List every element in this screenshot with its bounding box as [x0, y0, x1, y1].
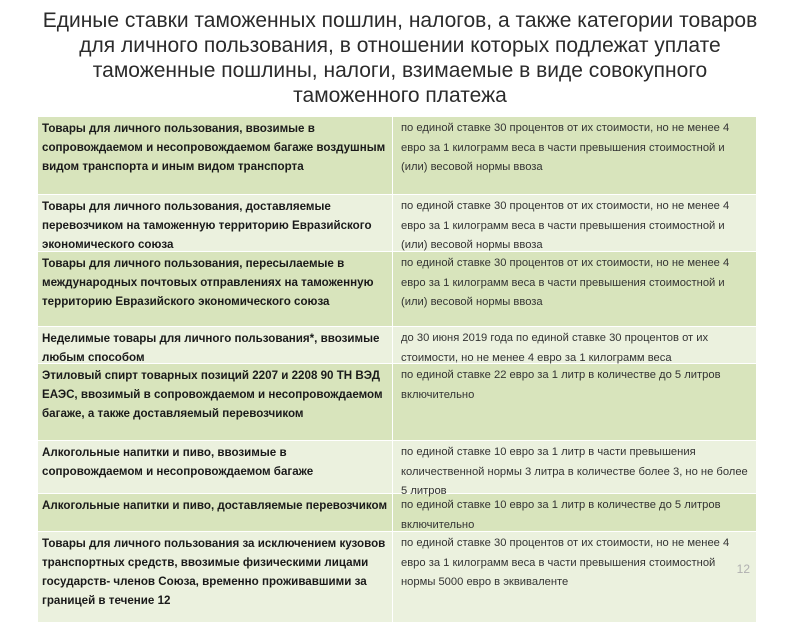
category-cell: Алкогольные напитки и пиво, доставляемые перевозчиком	[38, 494, 393, 531]
table-row	[38, 494, 756, 532]
rate-cell: по единой ставке 30 процентов от их стоимости, но не менее 4 евро за 1 килограмм веса в части превышения стоимостной и (или) весовой нормы ввоза	[401, 200, 730, 251]
table-row	[38, 532, 756, 623]
category-cell: Товары для личного пользования, ввозимые в сопровождаемом и несопровождаемом багаже воздушным видом транспорта и иным видом транспорта	[38, 117, 393, 194]
category-cell: Неделимые товары для личного пользования*, ввозимые любым способом	[38, 327, 393, 363]
table-row	[38, 195, 756, 252]
category-cell: Товары для личного пользования за исключением кузовов транспортных средств, ввозимые физическими лицами государств- членов Союза, временно проживавшими за границей в течение 12	[38, 532, 393, 622]
customs-rates-table	[38, 116, 756, 623]
category-cell: Этиловый спирт товарных позиций 2207 и 2208 90 ТН ВЭД ЕАЭС, ввозимый в сопровождаемом и несопровождаемом багаже, а также доставляемый перевозчиком	[38, 364, 393, 440]
category-cell: Алкогольные напитки и пиво, ввозимые в сопровождаемом и несопровождаемом багаже	[38, 441, 393, 493]
category-cell: Товары для личного пользования, пересылаемые в международных почтовых отправлениях на таможенную территорию Евразийского экономического союза	[38, 252, 393, 326]
category-cell: Товары для личного пользования, доставляемые перевозчиком на таможенную территорию Евразийского экономического союза	[38, 195, 393, 251]
slide-title: Единые ставки таможенных пошлин, налогов, а также категории товаров для личного пользования, в отношении которых подлежат уплате таможенные пошлины, налоги, взимаемые в виде совокупного таможенного платежа	[42, 9, 758, 107]
rate-cell: по единой ставке 10 евро за 1 литр в части превышения количественной нормы 3 литра в количестве более 3, но не более 5 литров	[401, 446, 748, 497]
rate-cell: по единой ставке 30 процентов от их стоимости, но не менее 4 евро за 1 килограмм веса в части превышения стоимостной и (или) весовой нормы ввоза	[401, 122, 730, 173]
table-row	[38, 364, 756, 441]
rate-cell: по единой ставке 10 евро за 1 литр в количестве до 5 литров включительно	[401, 499, 721, 531]
table-row	[38, 327, 756, 364]
table-row	[38, 252, 756, 327]
rate-cell: по единой ставке 22 евро за 1 литр в количестве до 5 литров включительно	[401, 369, 721, 401]
rate-cell: по единой ставке 30 процентов от их стоимости, но не менее 4 евро за 1 килограмм веса в части превышения стоимостной нормы 5000 евро в эквиваленте	[401, 537, 730, 588]
rate-cell: по единой ставке 30 процентов от их стоимости, но не менее 4 евро за 1 килограмм веса в части превышения стоимостной и (или) весовой нормы ввоза	[401, 257, 730, 308]
table-row	[38, 441, 756, 497]
page-number: 12	[736, 562, 750, 576]
table-row	[38, 117, 756, 195]
rate-cell: до 30 июня 2019 года по единой ставке 30 процентов от их стоимости, но не менее 4 евро за 1 килограмм веса	[401, 332, 709, 364]
